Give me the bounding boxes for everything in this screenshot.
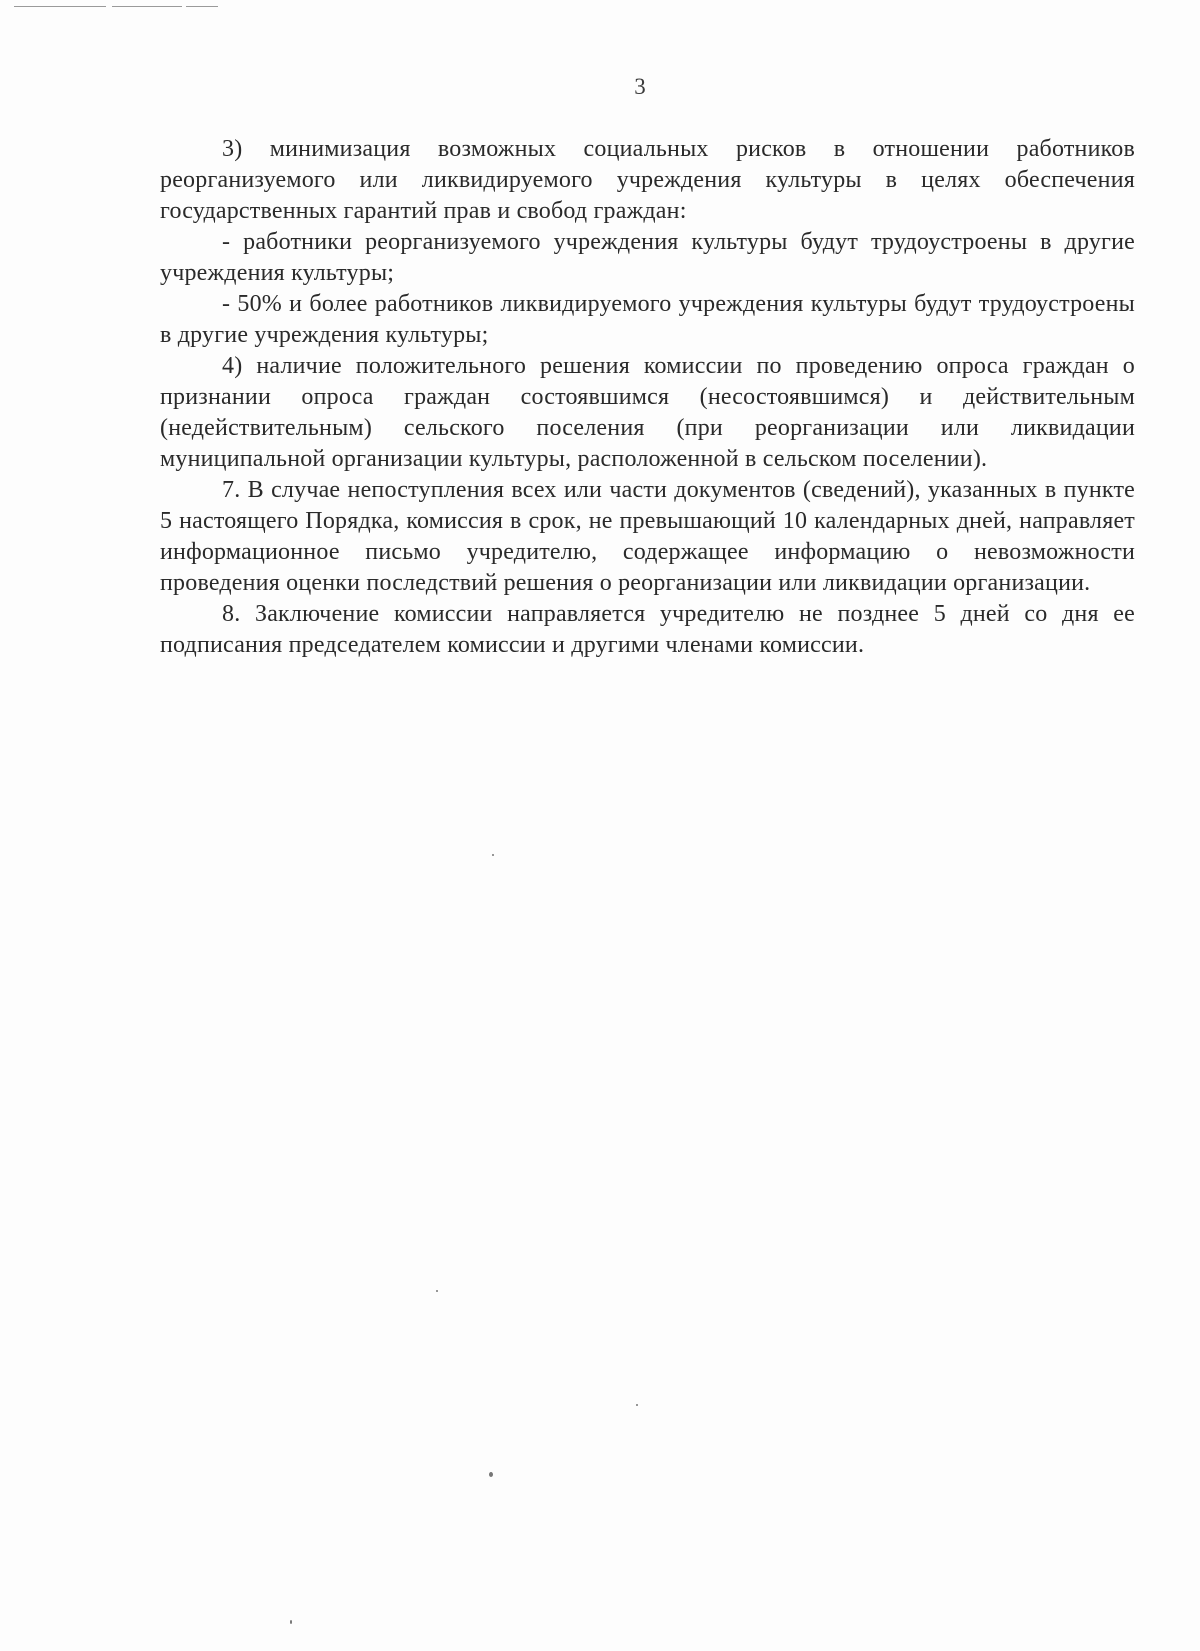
paragraph-item-7: 7. В случае непоступления всех или части документов (сведений), указанных в пункте 5 настоящего Порядка, комиссия в срок, не превышающий 10 календарных дней, направляет информационное письмо учредителю, содержащее информацию о невозможности проведения оценки последствий решения о реорганизации или ликвидации организации.	[160, 477, 1135, 596]
paragraph-social-risks: 3) минимизация возможных социальных рисков в отношении работников реорганизуемого или ликвидируемого учреждения культуры в целях обеспечения государственных гарантий прав и свобод граждан:	[160, 136, 1135, 224]
page-number: 3	[634, 74, 646, 99]
scan-speck	[636, 1404, 638, 1406]
scan-speck	[436, 1290, 438, 1292]
paragraph-reorganized-employees: - работники реорганизуемого учреждения культуры будут трудоустроены в другие учреждения культуры;	[160, 229, 1135, 286]
scan-artifact-line	[112, 6, 182, 7]
scan-artifact-line	[186, 6, 218, 7]
scan-speck	[492, 854, 494, 856]
paragraph-survey-decision: 4) наличие положительного решения комиссии по проведению опроса граждан о признании опроса граждан состоявшимся (несостоявшимся) и действительным (недействительным) сельского поселения (при реорганизации или ликвидации муниципальной организации культуры, расположенной в сельском поселении).	[160, 353, 1135, 472]
document-body	[160, 134, 1135, 661]
paragraph-item-8: 8. Заключение комиссии направляется учредителю не позднее 5 дней со дня ее подписания председателем комиссии и другими членами комиссии.	[160, 601, 1135, 658]
scan-speck	[489, 1472, 493, 1477]
scan-speck	[290, 1620, 292, 1624]
paragraph-liquidated-employees: - 50% и более работников ликвидируемого учреждения культуры будут трудоустроены в другие учреждения культуры;	[160, 291, 1135, 348]
scan-artifact-line	[14, 6, 106, 7]
